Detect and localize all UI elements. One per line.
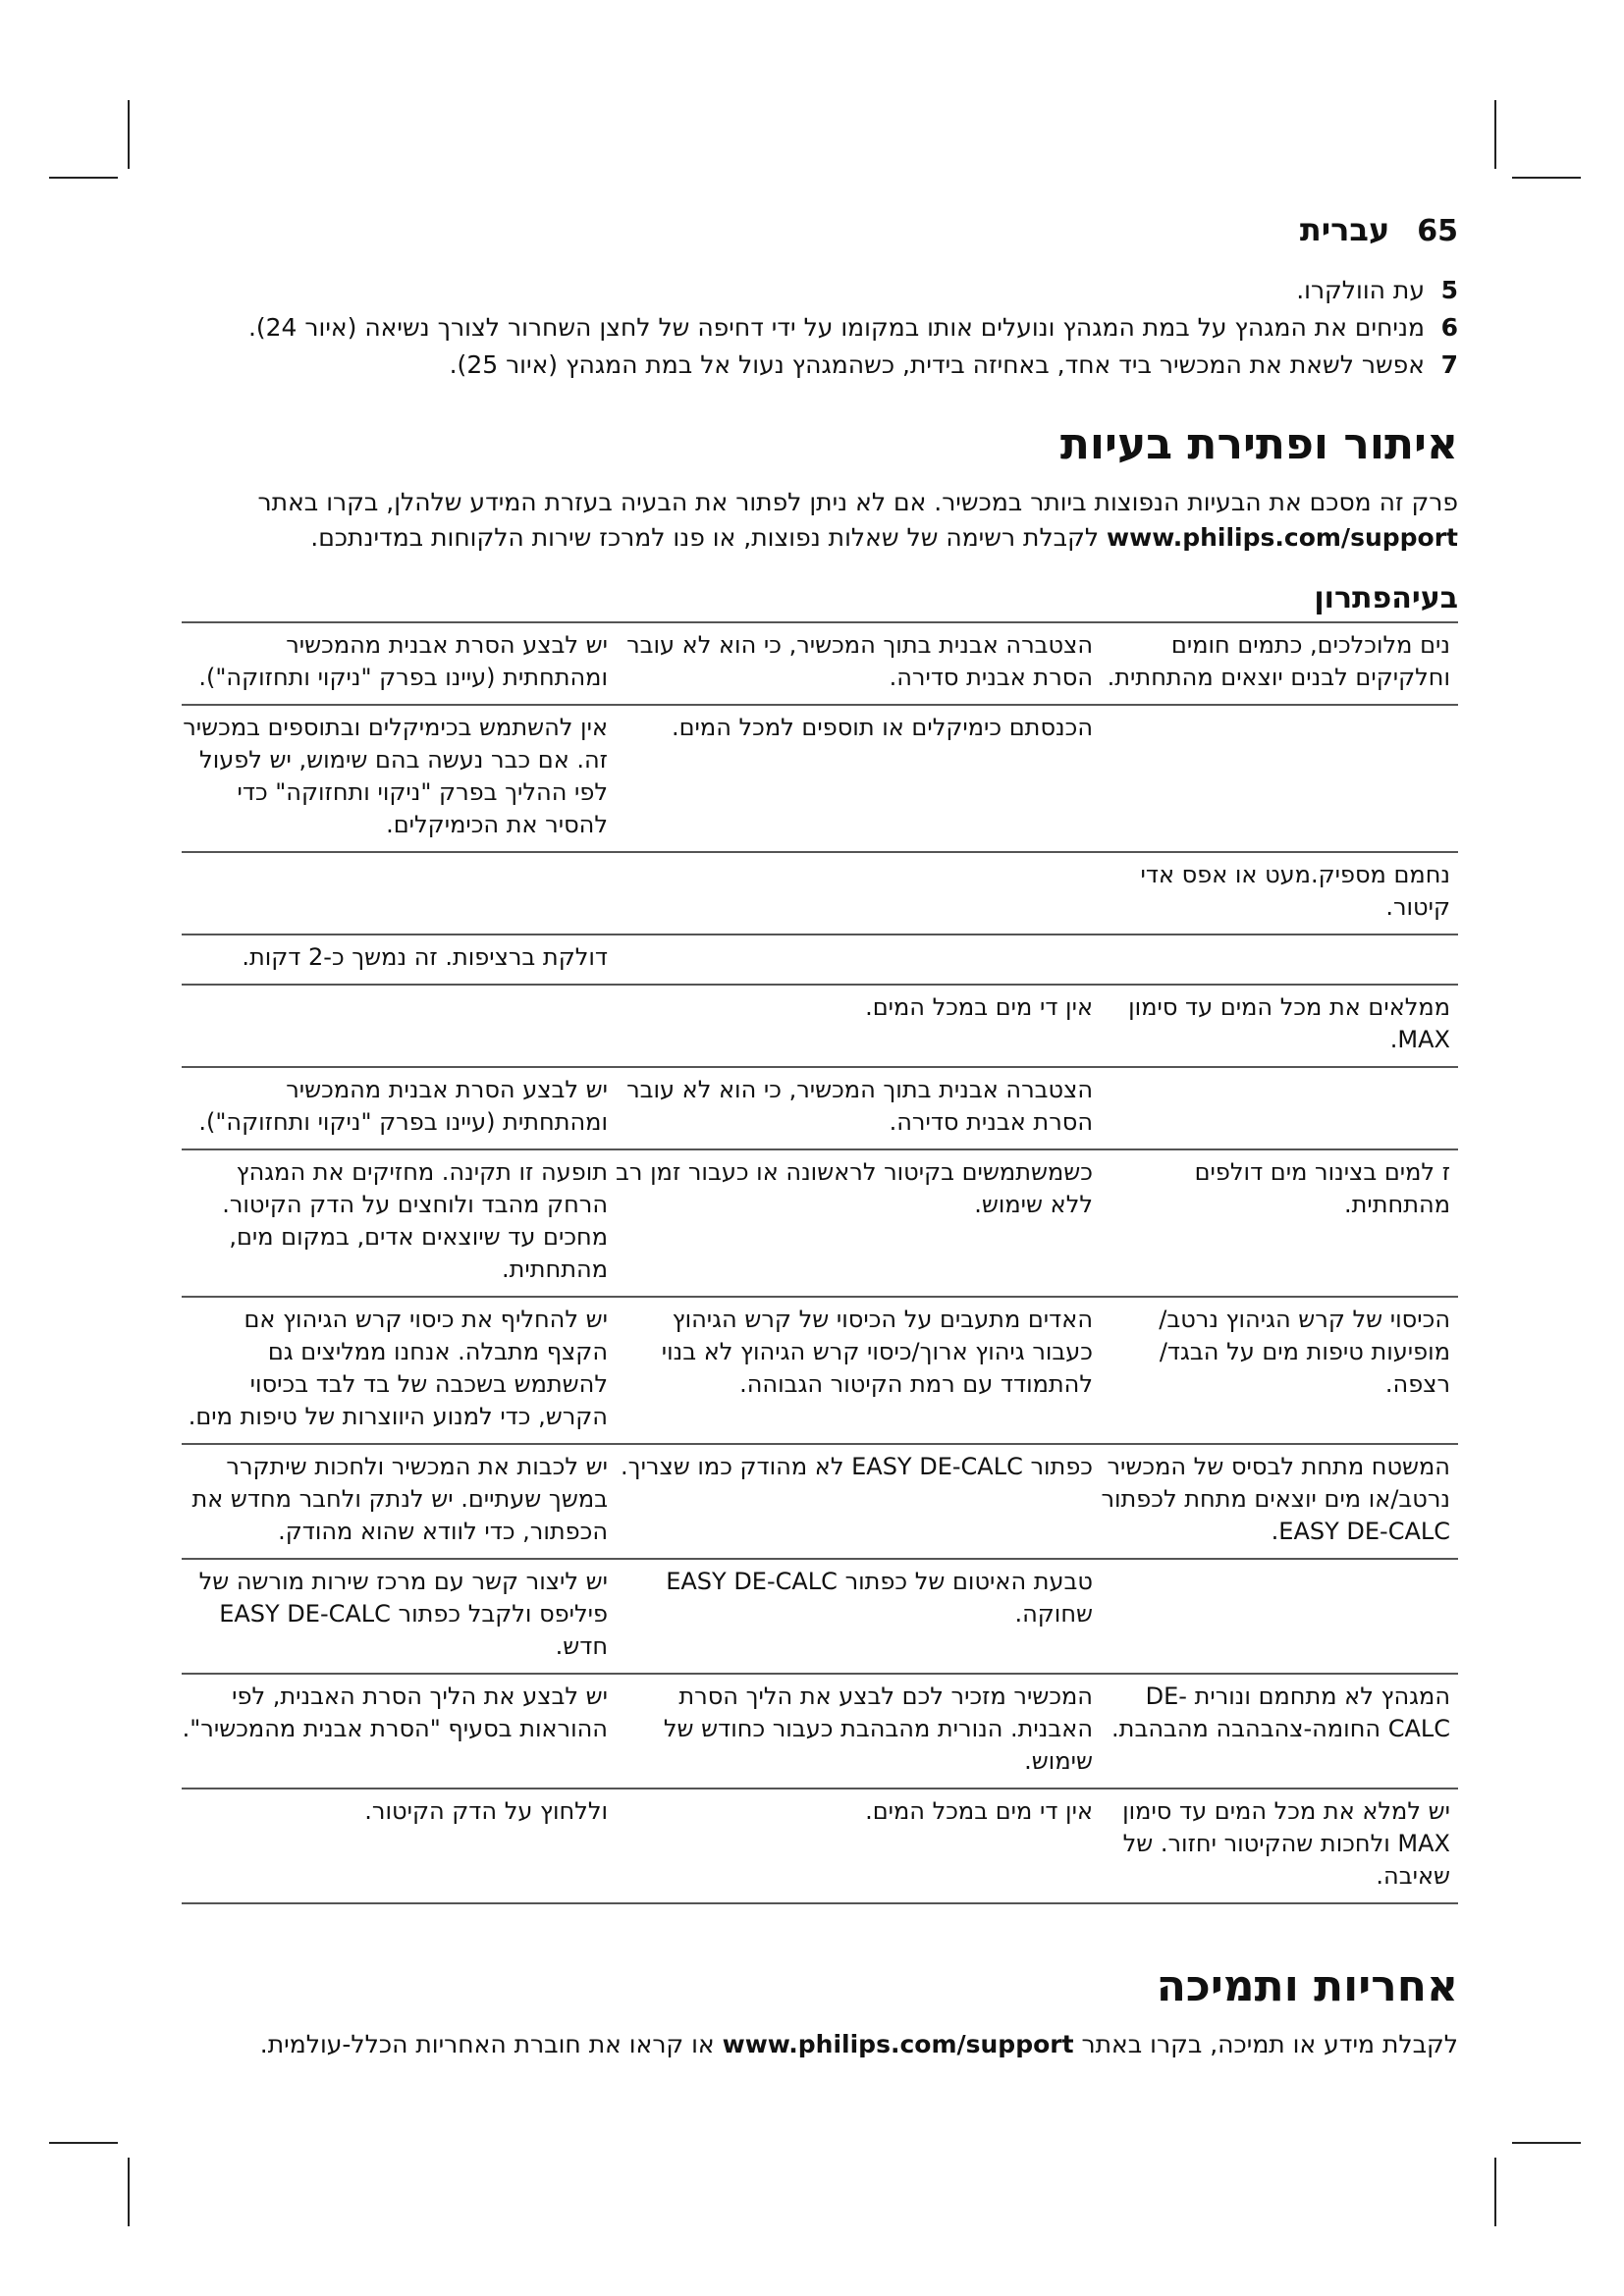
solution-cell: יש לבצע הסרת אבנית מהמכשיר ומהתחתית (עיינו בפרק "ניקוי ותחזוקה"). — [198, 631, 608, 691]
solution-cell: וללחוץ על הדק הקיטור. — [364, 1797, 608, 1825]
problem-cell — [1101, 705, 1458, 852]
crop-mark — [49, 177, 118, 179]
step-text: מניחים את המגהץ על במת המגהץ ונועלים אותו במקומו על ידי דחיפה של לחצן השחרור לצורך נשיאה (איור 24). — [247, 313, 1425, 342]
support-link[interactable]: www.philips.com/support — [1107, 523, 1458, 552]
table-title-solution: פתרון — [1314, 581, 1392, 615]
table-row — [182, 1789, 1458, 1903]
crop-mark — [1494, 100, 1496, 169]
solution-cell: יש לכבות את המכשיר ולחכות שיתקרר במשך שעתיים. יש לנתק ולחבר מחדש את הכפתור, כדי לוודא שהוא מהודק. — [191, 1453, 608, 1545]
cause-cell: הצטברה אבנית בתוך המכשיר, כי הוא לא עובר הסרת אבנית סדירה. — [626, 1076, 1093, 1136]
solution-cell: יש ליצור קשר עם מרכז שירות מורשה של פיליפס ולקבל כפתור EASY DE-CALC חדש. — [198, 1568, 608, 1660]
step-item — [182, 272, 1458, 309]
table-row — [182, 985, 1458, 1067]
cause-cell: כפתור EASY DE-CALC לא מהודק כמו שצריך. — [621, 1453, 1093, 1480]
problem-cell — [1101, 934, 1458, 985]
cause-cell: האדים מתעבים על הכיסוי של קרש הגיהוץ כעבור גיהוץ ארוך/כיסוי קרש הגיהוץ לא בנוי להתמודד עם רמת הקיטור הגבוהה. — [661, 1306, 1093, 1398]
crop-mark — [1494, 2158, 1496, 2226]
table-row — [182, 1559, 1458, 1674]
intro-text: פרק זה מסכם את הבעיות הנפוצות ביותר במכשיר. אם לא ניתן לפתור את הבעיה בעזרת המידע שלהלן, בקרו באתר — [257, 488, 1458, 516]
problem-cell: יש למלא את מכל המים עד סימון MAX ולחכות שהקיטור יחזור. של שאיבה. — [1122, 1797, 1450, 1890]
cause-cell — [616, 852, 1101, 934]
problem-cell: ממלאים את מכל המים עד סימון MAX. — [1128, 993, 1450, 1053]
cause-cell: טבעת האיטום של כפתור EASY DE-CALC שחוקה. — [666, 1568, 1093, 1628]
step-number: 5 — [1440, 276, 1458, 304]
intro-text: לקבלת רשימה של שאלות נפוצות, או פנו למרכז שירות הלקוחות במדינתכם. — [310, 523, 1100, 552]
crop-mark — [49, 2142, 118, 2144]
table-row — [182, 1674, 1458, 1789]
support-link[interactable]: www.philips.com/support — [722, 2030, 1074, 2058]
step-item — [182, 309, 1458, 347]
warranty-heading: אחריות ותמיכה — [1156, 1961, 1458, 2011]
table-title — [182, 581, 1458, 615]
steps-list — [182, 272, 1458, 384]
solution-cell: יש לבצע הסרת אבנית מהמכשיר ומהתחתית (עיינו בפרק "ניקוי ותחזוקה"). — [198, 1076, 608, 1136]
troubleshooting-heading: איתור ופתירת בעיות — [1059, 419, 1458, 469]
solution-cell: יש להחליף את כיסוי קרש הגיהוץ אם הקצף מתבלה. אנחנו ממליצים גם להשתמש בשכבה של בד לבד בכיסוי הקרש, כדי למנוע היווצרות של טיפות מים. — [188, 1306, 608, 1430]
problem-cell: הכיסוי של קרש הגיהוץ נרטב/ מופיעות טיפות מים על הבגד/ רצפה. — [1159, 1306, 1450, 1398]
table-row — [182, 934, 1458, 985]
warranty-text-after: או קראו את חוברת האחריות הכלל-עולמית. — [259, 2030, 715, 2058]
step-text: אפשר לשאת את המכשיר ביד אחד, באחיזה בידית, כשהמגהץ נעול אל במת המגהץ (איור 25). — [449, 350, 1425, 379]
warranty-text — [182, 2027, 1458, 2062]
troubleshooting-intro — [182, 485, 1458, 556]
step-number: 6 — [1440, 313, 1458, 342]
cause-cell — [616, 934, 1101, 985]
cause-cell: אין די מים במכל המים. — [865, 1797, 1093, 1825]
problem-cell: נחמם מספיק.מעט או אפס אדי קיטור. — [1140, 861, 1450, 921]
table-row — [182, 1149, 1458, 1297]
document-page — [182, 211, 1458, 2062]
table-row — [182, 852, 1458, 934]
crop-mark — [128, 2158, 130, 2226]
solution-cell: תופעה זו תקינה. מחזיקים את המגהץ הרחק מהבד ולוחצים על הדק הקיטור. מחכים עד שיוצאים אדים, במקום מים, מהתחתית. — [222, 1158, 608, 1283]
solution-cell: יש לבצע את הליך הסרת האבנית, לפי ההוראות בסעיף "הסרת אבנית מהמכשיר". — [182, 1682, 608, 1742]
step-number: 7 — [1440, 350, 1458, 379]
crop-mark — [1512, 177, 1581, 179]
cause-cell: המכשיר מזכיר לכם לבצע את הליך הסרת האבנית. הנורית מהבהבת כעבור כחודש של שימוש. — [663, 1682, 1093, 1775]
table-row — [182, 1444, 1458, 1559]
solution-cell — [182, 852, 616, 934]
page-header — [182, 211, 1458, 248]
table-title-problem: בעיה — [1391, 581, 1458, 615]
cause-cell: אין די מים במכל המים. — [865, 993, 1093, 1021]
problem-cell — [1101, 1559, 1458, 1674]
step-item — [182, 347, 1458, 384]
crop-mark — [1512, 2142, 1581, 2144]
page-number: 65 — [1417, 214, 1458, 248]
table-row — [182, 1297, 1458, 1444]
table-row — [182, 1067, 1458, 1149]
problem-cell — [1101, 1067, 1458, 1149]
cause-cell: הצטברה אבנית בתוך המכשיר, כי הוא לא עובר הסרת אבנית סדירה. — [626, 631, 1093, 691]
page-language: עברית — [1299, 211, 1390, 248]
solution-cell: דולקת ברציפות. זה נמשך כ-2 דקות. — [242, 943, 608, 971]
problem-cell: המשטח מתחת לבסיס של המכשיר נרטב/או מים יוצאים מתחת לכפתור EASY DE-CALC. — [1101, 1453, 1450, 1545]
troubleshooting-table — [182, 621, 1458, 1904]
table-row — [182, 705, 1458, 852]
table-row — [182, 622, 1458, 705]
problem-cell: המגהץ לא מתחמם ונורית DE-CALC החומה-צהבהבה מהבהבת. — [1111, 1682, 1450, 1742]
problem-cell: נים מלוכלכים, כתמים חומים וחלקיקים לבנים יוצאים מהתחתית. — [1107, 631, 1450, 691]
problem-cell: ז למים בצינור מים דולפים מהתחתית. — [1194, 1158, 1450, 1218]
solution-cell — [182, 985, 616, 1067]
step-text: עת הוולקרו. — [1296, 276, 1425, 304]
cause-cell: הכנסתם כימיקלים או תוספים למכל המים. — [671, 714, 1093, 741]
solution-cell: אין להשתמש בכימיקלים ובתוספים במכשיר זה. אם כבר נעשה בהם שימוש, יש לפעול לפי ההליך בפרק "ניקוי ותחזוקה" כדי להסיר את הכימיקלים. — [183, 714, 608, 838]
crop-mark — [128, 100, 130, 169]
cause-cell: כשמשתמשים בקיטור לראשונה או כעבור זמן רב ללא שימוש. — [616, 1158, 1093, 1218]
warranty-text-before: לקבלת מידע או תמיכה, בקרו באתר — [1081, 2030, 1458, 2058]
